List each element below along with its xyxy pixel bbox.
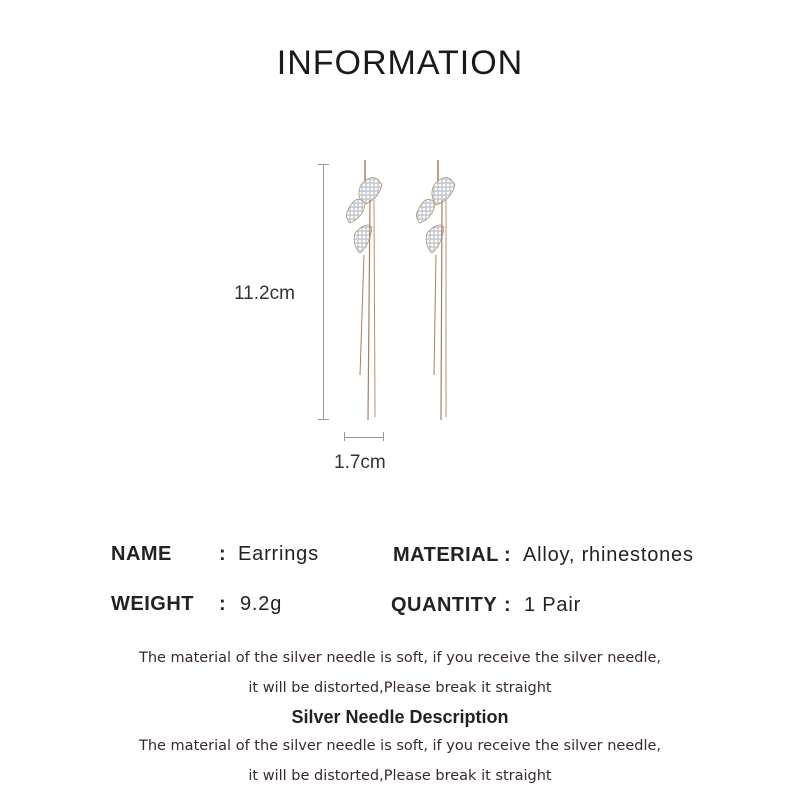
left-earring bbox=[346, 160, 382, 420]
material-value: Alloy, rhinestones bbox=[523, 544, 694, 566]
material-separator: : bbox=[504, 544, 511, 566]
earrings-image bbox=[330, 155, 480, 425]
note-line-4: it will be distorted,Please break it straight bbox=[248, 768, 552, 784]
note-line-3: The material of the silver needle is soft, if you receive the silver needle, bbox=[138, 738, 662, 754]
weight-value: 9.2g bbox=[240, 593, 283, 615]
weight-label: WEIGHT bbox=[111, 593, 194, 615]
silver-needle-description-title: Silver Needle Description bbox=[291, 707, 509, 727]
spec-quantity-row bbox=[391, 594, 497, 617]
name-separator: : bbox=[219, 543, 226, 565]
name-value: Earrings bbox=[238, 543, 319, 565]
height-ruler-top-tick bbox=[318, 164, 329, 165]
material-label: MATERIAL bbox=[393, 544, 499, 566]
page-title: INFORMATION bbox=[276, 44, 524, 82]
width-dimension-label: 1.7cm bbox=[334, 452, 386, 473]
width-ruler-left-tick bbox=[344, 432, 345, 441]
height-ruler bbox=[323, 164, 324, 419]
quantity-separator: : bbox=[504, 594, 511, 616]
right-earring bbox=[416, 160, 455, 420]
spec-name-row bbox=[111, 543, 172, 566]
quantity-value: 1 Pair bbox=[524, 594, 582, 616]
weight-separator: : bbox=[219, 593, 226, 615]
note-line-1: The material of the silver needle is soft, if you receive the silver needle, bbox=[138, 650, 662, 666]
height-ruler-bottom-tick bbox=[318, 419, 329, 420]
width-ruler-right-tick bbox=[383, 432, 384, 441]
spec-material-row bbox=[393, 544, 499, 567]
height-dimension-label: 11.2cm bbox=[234, 283, 295, 304]
spec-weight-row bbox=[111, 593, 194, 616]
width-ruler bbox=[344, 437, 384, 438]
quantity-label: QUANTITY bbox=[391, 594, 498, 616]
note-line-2: it will be distorted,Please break it straight bbox=[248, 680, 552, 696]
name-label: NAME bbox=[111, 543, 172, 565]
